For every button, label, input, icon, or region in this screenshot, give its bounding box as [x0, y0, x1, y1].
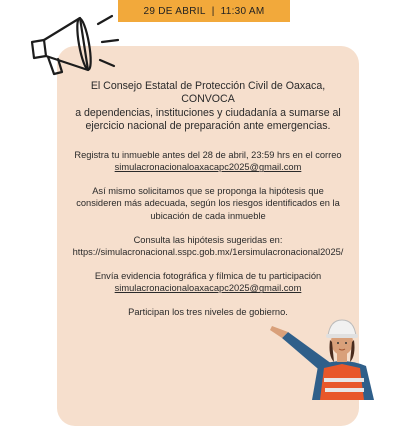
event-time: 11:30 AM: [220, 5, 265, 17]
consult-url-link[interactable]: https://simulacronacional.sspc.gob.mx/1ersimulacronacional2025/: [72, 247, 344, 258]
register-text: Registra tu inmueble antes del 28 de abril, 23:59 hrs en el correo: [74, 149, 342, 160]
announcement-text: [57, 80, 359, 319]
event-date: 29 DE ABRIL: [143, 5, 206, 17]
consult-text: Consulta las hipótesis sugeridas en:: [133, 234, 283, 245]
intro-line: ejercicio nacional de preparación ante emergencias.: [85, 120, 331, 133]
closing-text: Participan los tres niveles de gobierno.: [128, 306, 288, 317]
intro-line: CONVOCA: [181, 93, 235, 106]
date-separator: |: [211, 5, 215, 17]
hypothesis-text: Así mismo solicitamos que se proponga la hipótesis que: [92, 185, 324, 196]
date-banner: [118, 0, 290, 22]
intro-block: [57, 80, 359, 134]
worker-illustration: [262, 318, 382, 400]
intro-line: a dependencias, instituciones y ciudadanía a sumarse al: [75, 106, 341, 119]
intro-line: El Consejo Estatal de Protección Civil de Oaxaca,: [90, 80, 326, 92]
evidence-email-link[interactable]: simulacronacionaloaxacapc2025@gmail.com: [114, 283, 302, 294]
evidence-text: Envía evidencia fotográfica y fílmica de tu participación: [94, 270, 322, 281]
register-email-link[interactable]: simulacronacionaloaxacapc2025@gmail.com: [114, 162, 302, 173]
hypothesis-text: consideren más adecuada, según los riesgos identificados en la: [76, 198, 340, 209]
hypothesis-text: ubicación de cada inmueble: [150, 211, 266, 221]
